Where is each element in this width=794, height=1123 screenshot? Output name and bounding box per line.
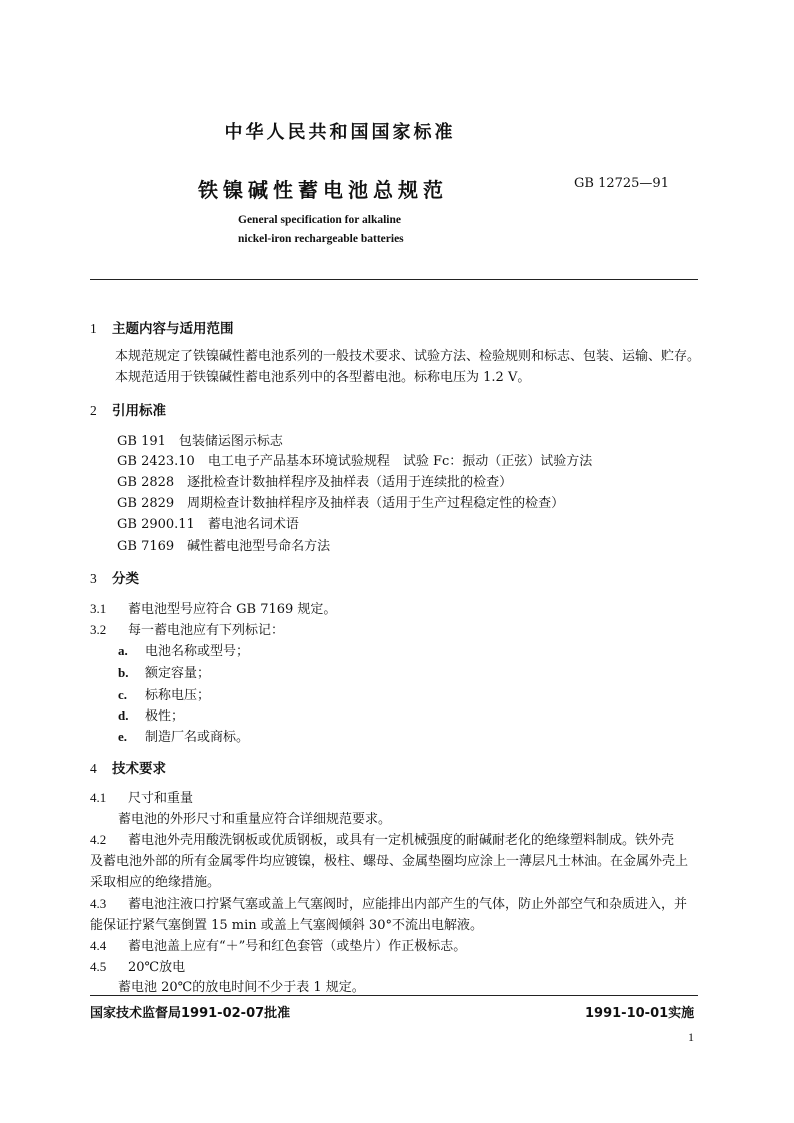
section-number: 1 [90,321,97,336]
list-item [118,684,210,703]
paragraph: 蓄电池 20℃的放电时间不少于表 1 规定。 [118,980,365,995]
clause-4-5 [90,956,185,975]
clause-4-2 [90,829,674,848]
list-item-text: 标称电压； [145,688,211,703]
paragraph-continuation: 能保证拧紧气塞倒置 15 min 或盖上气塞阀倾斜 30°不流出电解液。 [90,918,483,933]
english-title-line1: General specification for alkaline [238,214,402,226]
list-item-text: 电池名称或型号； [145,644,250,659]
national-standard-heading: 中华人民共和国国家标准 [224,122,456,143]
reference-item: GB 191 包装储运图示标志 [117,434,283,449]
clause-text: 每一蓄电池应有下列标记： [128,623,285,638]
clause-text: 蓄电池盖上应有“＋”号和红色套管（或垫片）作正极标志。 [128,939,467,954]
list-item [118,662,210,681]
clause-number: 4.5 [90,959,107,974]
list-item-marker: b. [118,665,129,680]
list-item [118,726,249,745]
paragraph-continuation: 采取相应的绝缘措施。 [90,875,221,890]
section-number: 2 [90,403,97,418]
list-item-marker: a. [118,643,128,658]
implementation-date: 1991-10-01实施 [585,1006,695,1021]
list-item-marker: e. [118,729,128,744]
section-title: 技术要求 [112,761,166,777]
section-number: 4 [90,761,97,776]
clause-number: 4.1 [90,790,107,805]
clause-3-1 [90,598,336,617]
clause-text: 20℃放电 [128,960,186,975]
gb-code: GB 12725—91 [574,176,669,191]
section-4-heading [90,757,166,777]
reference-item: GB 2828 逐批检查计数抽样程序及抽样表（适用于连续批的检查） [117,475,513,490]
section-title: 引用标准 [112,403,166,419]
header-rule [90,279,698,280]
paragraph-continuation: 及蓄电池外部的所有金属零件均应镀镍，极柱、螺母、金属垫圈均应涂上一薄层凡士林油。在金属外壳上 [90,854,689,869]
document-title: 铁镍碱性蓄电池总规范 [198,178,448,202]
section-title: 分类 [112,571,139,587]
section-title: 主题内容与适用范围 [112,321,234,337]
clause-number: 4.3 [90,896,107,911]
section-3-heading [90,567,139,587]
list-item [118,705,184,724]
paragraph: 本规范适用于铁镍碱性蓄电池系列中的各型蓄电池。标称电压为 1.2 V。 [115,370,531,385]
clause-text: 尺寸和重量 [128,791,194,806]
reference-item: GB 2900.11 蓄电池名词术语 [117,517,299,532]
clause-4-3 [90,893,687,912]
clause-text: 蓄电池型号应符合 GB 7169 规定。 [128,602,337,617]
list-item-text: 额定容量； [145,666,211,681]
section-2-heading [90,399,166,419]
approval-line: 国家技术监督局1991-02-07批准 [90,1006,291,1021]
paragraph: 本规范规定了铁镍碱性蓄电池系列的一般技术要求、试验方法、检验规则和标志、包装、运输、贮存。 [115,349,701,364]
list-item-text: 制造厂名或商标。 [145,730,250,745]
english-title-line2: nickel-iron rechargeable batteries [238,233,404,245]
reference-item: GB 2423.10 电工电子产品基本环境试验规程 试验 Fc：振动（正弦）试验方法 [117,454,593,469]
reference-item: GB 2829 周期检查计数抽样程序及抽样表（适用于生产过程稳定性的检查） [117,496,565,511]
clause-number: 4.4 [90,938,107,953]
section-1-heading [90,317,234,337]
clause-text: 蓄电池注液口拧紧气塞或盖上气塞阀时，应能排出内部产生的气体，防止外部空气和杂质进入，并 [128,897,688,912]
list-item-text: 极性； [145,709,185,724]
clause-text: 蓄电池外壳用酸洗钢板或优质钢板，或具有一定机械强度的耐碱耐老化的绝缘塑料制成。铁外壳 [128,833,675,848]
reference-item: GB 7169 碱性蓄电池型号命名方法 [117,539,331,554]
clause-number: 4.2 [90,832,107,847]
clause-4-4 [90,935,466,954]
section-number: 3 [90,571,97,586]
list-item-marker: c. [118,687,128,702]
clause-number: 3.2 [90,622,107,637]
list-item-marker: d. [118,708,129,723]
paragraph: 蓄电池的外形尺寸和重量应符合详细规范要求。 [118,812,392,827]
page-number: 1 [688,1030,694,1044]
clause-3-2 [90,619,284,638]
list-item [118,640,249,659]
clause-4-1 [90,787,193,806]
clause-number: 3.1 [90,601,107,616]
footer-rule [90,995,698,996]
